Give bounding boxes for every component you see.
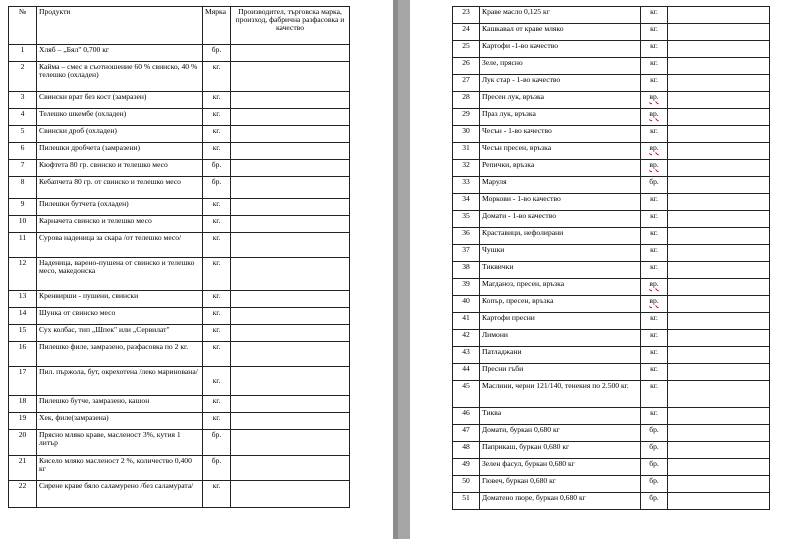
- unit-of-measure: кг.: [641, 364, 668, 381]
- table-row: [9, 177, 350, 199]
- row-number: 1: [9, 45, 37, 62]
- product-name: Пилешки бутчета (охладен): [37, 199, 203, 216]
- unit-of-measure: бр.: [203, 430, 231, 456]
- unit-of-measure: бр.: [203, 177, 231, 199]
- table-row: [453, 262, 770, 279]
- product-name: Хек, филе(замразена): [37, 413, 203, 430]
- unit-of-measure: бр.: [641, 476, 668, 493]
- product-name: Кебапчета 80 гр. от свинско и телешко месо: [37, 177, 203, 199]
- table-row: [453, 211, 770, 228]
- row-number: 18: [9, 396, 37, 413]
- table-row: [453, 109, 770, 126]
- producer-cell[interactable]: [668, 425, 770, 442]
- unit-of-measure: кг.: [641, 58, 668, 75]
- unit-of-measure: кг.: [641, 41, 668, 58]
- unit-of-measure: кг.: [203, 92, 231, 109]
- unit-of-measure: кг.: [203, 62, 231, 92]
- unit-of-measure: бр.: [203, 456, 231, 481]
- producer-cell[interactable]: [668, 24, 770, 41]
- unit-of-measure: кг.: [641, 408, 668, 425]
- producer-cell[interactable]: [231, 430, 350, 456]
- table-row: [453, 245, 770, 262]
- row-number: 20: [9, 430, 37, 456]
- unit-of-measure: кг.: [641, 313, 668, 330]
- unit-of-measure: бр.: [641, 493, 668, 510]
- table-row: [9, 325, 350, 342]
- producer-cell[interactable]: [668, 211, 770, 228]
- unit-of-measure: вр.: [641, 296, 668, 313]
- unit-of-measure: кг.: [641, 381, 668, 408]
- producer-cell[interactable]: [231, 396, 350, 413]
- row-number: 47: [453, 425, 480, 442]
- unit-of-measure: вр.: [641, 160, 668, 177]
- table-row: [9, 160, 350, 177]
- unit-of-measure: кг.: [203, 325, 231, 342]
- row-number: 10: [9, 216, 37, 233]
- table-row: [9, 126, 350, 143]
- table-row: [453, 160, 770, 177]
- producer-cell[interactable]: [668, 92, 770, 109]
- table-header-row: [9, 7, 350, 45]
- row-number: 35: [453, 211, 480, 228]
- table-row: [453, 75, 770, 92]
- product-name: Репички, връзка: [480, 160, 641, 177]
- product-name: Свински дроб (охладен): [37, 126, 203, 143]
- product-name: Хляб – „Бял" 0,700 кг: [37, 45, 203, 62]
- table-row: [9, 109, 350, 126]
- row-number: 40: [453, 296, 480, 313]
- unit-of-measure: кг.: [203, 109, 231, 126]
- producer-cell[interactable]: [231, 413, 350, 430]
- unit-of-measure: бр.: [641, 442, 668, 459]
- product-name: Кисело мляко масленост 2 %, количество 0,400 кг: [37, 456, 203, 481]
- row-number: 38: [453, 262, 480, 279]
- row-number: 31: [453, 143, 480, 160]
- product-name: Наденица, варено-пушена от свинско и телешко месо, македонска: [37, 258, 203, 291]
- producer-cell[interactable]: [668, 476, 770, 493]
- unit-of-measure: кг.: [203, 126, 231, 143]
- product-name: Гювеч, буркан 0,680 кг: [480, 476, 641, 493]
- row-number: 13: [9, 291, 37, 308]
- product-name: Пресен лук, връзка: [480, 92, 641, 109]
- product-name: Маслини, черни 121/140, тенекия по 2.500 кг.: [480, 381, 641, 408]
- unit-of-measure: кг.: [641, 330, 668, 347]
- unit-of-measure: кг.: [641, 211, 668, 228]
- row-number: 7: [9, 160, 37, 177]
- table-row: [453, 7, 770, 24]
- producer-cell[interactable]: [231, 233, 350, 258]
- producer-cell[interactable]: [668, 126, 770, 143]
- product-name: Кюфтета 80 гр. свинско и телешко месо: [37, 160, 203, 177]
- table-row: [9, 143, 350, 160]
- table-row: [453, 381, 770, 408]
- producer-cell[interactable]: [668, 245, 770, 262]
- producer-cell[interactable]: [668, 75, 770, 92]
- product-name: Шунка от свинско месо: [37, 308, 203, 325]
- table-row: [9, 45, 350, 62]
- producer-cell[interactable]: [231, 367, 350, 396]
- product-name: Доматено пюре, буркан 0,680 кг: [480, 493, 641, 510]
- product-name: Карначета свинско и телешко месо: [37, 216, 203, 233]
- product-name: Моркови - 1-во качество: [480, 194, 641, 211]
- producer-cell[interactable]: [668, 296, 770, 313]
- products-table-part-2: [452, 6, 770, 510]
- producer-cell[interactable]: [231, 92, 350, 109]
- product-name: Копър, пресен, връзка: [480, 296, 641, 313]
- producer-cell[interactable]: [231, 62, 350, 92]
- row-number: 48: [453, 442, 480, 459]
- producer-cell[interactable]: [668, 279, 770, 296]
- product-name: Маруля: [480, 177, 641, 194]
- table-row: [9, 481, 350, 508]
- producer-cell[interactable]: [668, 41, 770, 58]
- table-row: [453, 126, 770, 143]
- product-name: Кайма – смес в съотношение 60 % свинско, 40 % телешко (охладен): [37, 62, 203, 92]
- product-name: Краставици, нефолирани: [480, 228, 641, 245]
- row-number: 33: [453, 177, 480, 194]
- row-number: 43: [453, 347, 480, 364]
- table-row: [9, 308, 350, 325]
- product-name: Картофи -1-во качество: [480, 41, 641, 58]
- row-number: 29: [453, 109, 480, 126]
- unit-of-measure: вр.: [641, 92, 668, 109]
- table-row: [453, 459, 770, 476]
- unit-of-measure: кг.: [203, 216, 231, 233]
- table-row: [453, 296, 770, 313]
- product-name: Тиква: [480, 408, 641, 425]
- producer-cell[interactable]: [668, 459, 770, 476]
- table-row: [453, 177, 770, 194]
- table-row: [453, 194, 770, 211]
- producer-cell[interactable]: [668, 442, 770, 459]
- producer-cell[interactable]: [231, 216, 350, 233]
- row-number: 51: [453, 493, 480, 510]
- unit-of-measure: бр.: [641, 177, 668, 194]
- producer-cell[interactable]: [668, 262, 770, 279]
- producer-cell[interactable]: [231, 160, 350, 177]
- unit-of-measure: кг.: [203, 342, 231, 367]
- unit-of-measure: бр.: [641, 425, 668, 442]
- producer-cell[interactable]: [231, 126, 350, 143]
- unit-of-measure: кг.: [641, 24, 668, 41]
- unit-of-measure: кг.: [203, 413, 231, 430]
- row-number: 12: [9, 258, 37, 291]
- unit-of-measure: кг.: [203, 367, 231, 396]
- row-number: 21: [9, 456, 37, 481]
- table-row: [9, 430, 350, 456]
- row-number: 42: [453, 330, 480, 347]
- row-number: 23: [453, 7, 480, 24]
- product-name: Сурова наденица за скара /от телешко месо/: [37, 233, 203, 258]
- table-row: [453, 408, 770, 425]
- row-number: 37: [453, 245, 480, 262]
- producer-cell[interactable]: [231, 199, 350, 216]
- unit-of-measure: кг.: [641, 228, 668, 245]
- producer-cell[interactable]: [668, 347, 770, 364]
- producer-cell[interactable]: [231, 456, 350, 481]
- producer-cell[interactable]: [231, 325, 350, 342]
- producer-cell[interactable]: [668, 493, 770, 510]
- unit-of-measure: кг.: [203, 258, 231, 291]
- row-number: 22: [9, 481, 37, 508]
- producer-cell[interactable]: [668, 160, 770, 177]
- product-name: Свински врат без кост (замразен): [37, 92, 203, 109]
- table-row: [453, 364, 770, 381]
- table-row: [453, 279, 770, 296]
- product-name: Пилешко бутче, замразено, кашон: [37, 396, 203, 413]
- unit-of-measure: кг.: [641, 75, 668, 92]
- row-number: 9: [9, 199, 37, 216]
- producer-cell[interactable]: [668, 109, 770, 126]
- unit-of-measure: кг.: [641, 7, 668, 24]
- unit-of-measure: кг.: [641, 347, 668, 364]
- row-number: 49: [453, 459, 480, 476]
- products-table-part-1: [8, 6, 350, 508]
- table-row: [453, 313, 770, 330]
- unit-of-measure: кг.: [641, 245, 668, 262]
- row-number: 44: [453, 364, 480, 381]
- row-number: 39: [453, 279, 480, 296]
- table-row: [453, 41, 770, 58]
- row-number: 27: [453, 75, 480, 92]
- row-number: 16: [9, 342, 37, 367]
- header-unit: Мярка: [203, 7, 231, 45]
- producer-cell[interactable]: [668, 330, 770, 347]
- producer-cell[interactable]: [231, 342, 350, 367]
- row-number: 3: [9, 92, 37, 109]
- table-row: [9, 291, 350, 308]
- product-name: Сух колбас, тип „Шпек" или „Сервилат": [37, 325, 203, 342]
- table-row: [453, 228, 770, 245]
- product-name: Паприкаш, буркан 0,680 кг: [480, 442, 641, 459]
- row-number: 11: [9, 233, 37, 258]
- table-row: [9, 413, 350, 430]
- table-row: [9, 199, 350, 216]
- unit-of-measure: кг.: [203, 291, 231, 308]
- product-name: Домати - 1-во качество: [480, 211, 641, 228]
- row-number: 6: [9, 143, 37, 160]
- header-num: №: [9, 7, 37, 45]
- product-name: Краве масло 0,125 кг: [480, 7, 641, 24]
- product-name: Кашкавал от краве мляко: [480, 24, 641, 41]
- product-name: Зеле, прясно: [480, 58, 641, 75]
- table-row: [453, 24, 770, 41]
- row-number: 14: [9, 308, 37, 325]
- table-row: [453, 425, 770, 442]
- product-name: Зелен фасул, буркан 0,680 кг: [480, 459, 641, 476]
- unit-of-measure: кг.: [641, 262, 668, 279]
- product-name: Патладжани: [480, 347, 641, 364]
- product-name: Лук стар - 1-во качество: [480, 75, 641, 92]
- product-name: Магданоз, пресен, връзка: [480, 279, 641, 296]
- producer-cell[interactable]: [668, 143, 770, 160]
- product-name: Пилешко филе, замразено, разфасовка по 2 кг.: [37, 342, 203, 367]
- table-row: [9, 456, 350, 481]
- table-row: [9, 233, 350, 258]
- product-name: Праз лук, връзка: [480, 109, 641, 126]
- product-name: Картофи пресни: [480, 313, 641, 330]
- product-name: Пресни гъби: [480, 364, 641, 381]
- product-name: Домати, буркан 0,680 кг: [480, 425, 641, 442]
- producer-cell[interactable]: [231, 45, 350, 62]
- table-row: [453, 143, 770, 160]
- row-number: 34: [453, 194, 480, 211]
- product-name: Прясно мляко краве, масленост 3%, кутия 1 литър: [37, 430, 203, 456]
- table-row: [9, 342, 350, 367]
- row-number: 15: [9, 325, 37, 342]
- row-number: 24: [453, 24, 480, 41]
- unit-of-measure: вр.: [641, 279, 668, 296]
- row-number: 17: [9, 367, 37, 396]
- unit-of-measure: вр.: [641, 143, 668, 160]
- table-row: [453, 476, 770, 493]
- producer-cell[interactable]: [668, 7, 770, 24]
- table-row: [453, 493, 770, 510]
- row-number: 4: [9, 109, 37, 126]
- row-number: 41: [453, 313, 480, 330]
- product-name: Телешко шкембе (охладен): [37, 109, 203, 126]
- product-name: Чесън - 1-во качество: [480, 126, 641, 143]
- table-row: [453, 58, 770, 75]
- producer-cell[interactable]: [231, 308, 350, 325]
- header-product: Продукти: [37, 7, 203, 45]
- row-number: 45: [453, 381, 480, 408]
- unit-of-measure: кг.: [641, 126, 668, 143]
- table-row: [453, 92, 770, 109]
- row-number: 46: [453, 408, 480, 425]
- table-row: [9, 216, 350, 233]
- row-number: 8: [9, 177, 37, 199]
- producer-cell[interactable]: [231, 291, 350, 308]
- producer-cell[interactable]: [668, 177, 770, 194]
- unit-of-measure: кг.: [203, 143, 231, 160]
- row-number: 5: [9, 126, 37, 143]
- producer-cell[interactable]: [231, 481, 350, 508]
- table-row: [9, 258, 350, 291]
- page-gutter: [393, 0, 410, 539]
- row-number: 19: [9, 413, 37, 430]
- header-producer: Производител, търговска марка, произход, фабрична разфасовка и качество: [231, 7, 350, 45]
- producer-cell[interactable]: [668, 194, 770, 211]
- unit-of-measure: кг.: [203, 199, 231, 216]
- row-number: 25: [453, 41, 480, 58]
- table-row: [9, 396, 350, 413]
- product-name: Чушки: [480, 245, 641, 262]
- unit-of-measure: вр.: [641, 109, 668, 126]
- table-row: [9, 62, 350, 92]
- product-name: Кренвирши - пушени, свински: [37, 291, 203, 308]
- unit-of-measure: бр.: [203, 160, 231, 177]
- row-number: 28: [453, 92, 480, 109]
- unit-of-measure: кг.: [203, 396, 231, 413]
- table-row: [453, 442, 770, 459]
- producer-cell[interactable]: [231, 143, 350, 160]
- row-number: 36: [453, 228, 480, 245]
- table-row: [453, 330, 770, 347]
- unit-of-measure: кг.: [203, 233, 231, 258]
- producer-cell[interactable]: [668, 313, 770, 330]
- row-number: 32: [453, 160, 480, 177]
- table-row: [9, 367, 350, 396]
- unit-of-measure: кг.: [203, 481, 231, 508]
- table-row: [9, 92, 350, 109]
- producer-cell[interactable]: [231, 109, 350, 126]
- unit-of-measure: кг.: [641, 194, 668, 211]
- producer-cell[interactable]: [668, 58, 770, 75]
- producer-cell[interactable]: [668, 364, 770, 381]
- row-number: 26: [453, 58, 480, 75]
- producer-cell[interactable]: [231, 258, 350, 291]
- unit-of-measure: кг.: [203, 308, 231, 325]
- row-number: 30: [453, 126, 480, 143]
- producer-cell[interactable]: [668, 228, 770, 245]
- product-name: Тиквички: [480, 262, 641, 279]
- producer-cell[interactable]: [231, 177, 350, 199]
- row-number: 2: [9, 62, 37, 92]
- unit-of-measure: бр.: [641, 459, 668, 476]
- product-name: Чесън пресен, връзка: [480, 143, 641, 160]
- product-name: Пил. пържола, бут, окрехотена /леко маринована/: [37, 367, 203, 396]
- product-name: Лимони: [480, 330, 641, 347]
- product-name: Сирене краве бяло саламурено /без саламурата/: [37, 481, 203, 508]
- producer-cell[interactable]: [668, 381, 770, 408]
- producer-cell[interactable]: [668, 408, 770, 425]
- row-number: 50: [453, 476, 480, 493]
- table-row: [453, 347, 770, 364]
- product-name: Пилешки дробчета (замразени): [37, 143, 203, 160]
- unit-of-measure: бр.: [203, 45, 231, 62]
